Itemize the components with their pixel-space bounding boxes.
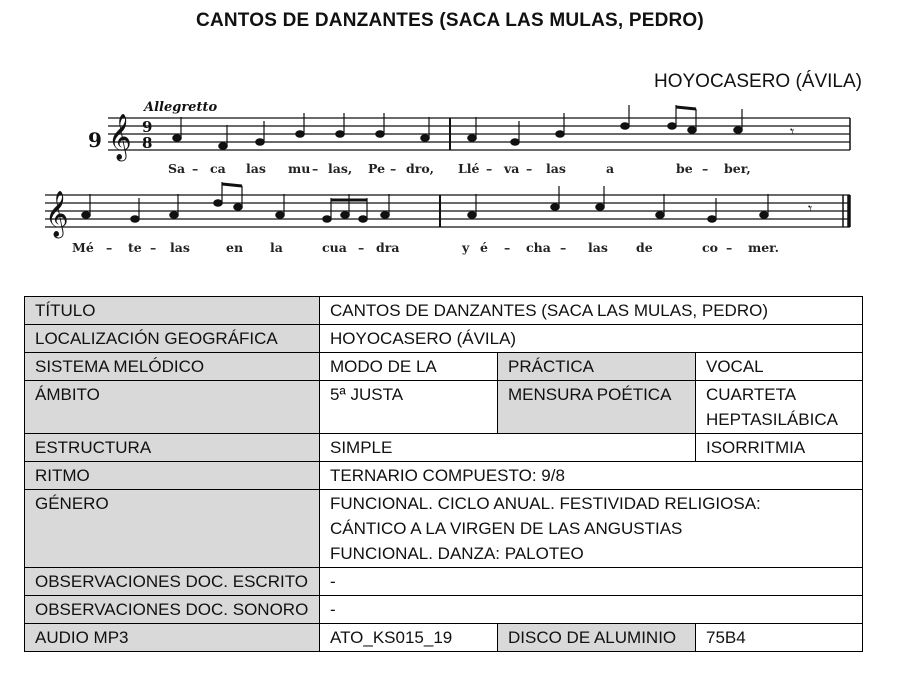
svg-text:mu: mu [288,161,311,176]
svg-text:la: la [270,240,283,255]
label-titulo: TÍTULO [25,297,320,325]
page-title: CANTOS DE DANZANTES (SACA LAS MULAS, PEDRO) [196,10,704,31]
label-disco: DISCO DE ALUMINIO [498,624,696,652]
table-row [25,596,863,624]
svg-text:–: – [504,240,511,255]
genero-line-3: FUNCIONAL. DANZA: PALOTEO [330,544,584,563]
svg-text:cha: cha [526,240,551,255]
table-row [25,462,863,490]
svg-text:–: – [106,240,113,255]
treble-clef-icon: 𝄞 [108,114,132,160]
time-signature [142,118,152,152]
svg-text:Sa: Sa [168,161,186,176]
genero-line-2: CÁNTICO A LA VIRGEN DE LAS ANGUSTIAS [330,519,683,538]
svg-text:las: las [246,161,266,176]
svg-text:8: 8 [142,134,153,152]
value-localizacion: HOYOCASERO (ÁVILA) [320,325,863,353]
tempo-marking: Allegretto [144,100,218,115]
table-row [25,353,863,381]
svg-text:te: te [128,240,142,255]
value-estructura: SIMPLE [320,434,696,462]
value-ambito: 5ª JUSTA [320,381,498,434]
metadata-table [24,296,863,652]
svg-text:–: – [526,161,533,176]
label-obs-escrito: OBSERVACIONES DOC. ESCRITO [25,568,320,596]
svg-text:–: – [560,240,567,255]
notes-staff-2 [82,182,768,222]
label-obs-sonoro: OBSERVACIONES DOC. SONORO [25,596,320,624]
svg-text:dro,: dro, [406,161,435,176]
svg-text:de: de [636,240,653,255]
table-row [25,297,863,325]
rest-icon: 𝄾 [790,122,795,141]
label-localizacion: LOCALIZACIÓN GEOGRÁFICA [25,325,320,353]
song-number: 9 [88,128,102,152]
value-sistema: MODO DE LA [320,353,498,381]
treble-clef-icon: 𝄞 [45,191,69,237]
svg-text:–: – [726,240,733,255]
svg-text:Pe: Pe [368,161,386,176]
svg-text:va: va [504,161,520,176]
svg-text:ber,: ber, [724,161,751,176]
rest-icon: 𝄾 [808,199,813,218]
label-mensura: MENSURA POÉTICA [498,381,696,434]
label-ritmo: RITMO [25,462,320,490]
table-row [25,490,863,568]
table-row [25,568,863,596]
svg-text:Mé: Mé [72,240,94,255]
score-svg [40,95,870,265]
value-genero [320,490,863,568]
svg-text:las: las [588,240,608,255]
svg-text:cua: cua [322,240,347,255]
value-titulo: CANTOS DE DANZANTES (SACA LAS MULAS, PEDRO) [320,297,863,325]
svg-text:be: be [676,161,693,176]
place-heading: HOYOCASERO (ÁVILA) [654,71,862,92]
svg-text:–: – [486,161,493,176]
value-obs-escrito: - [320,568,863,596]
value-isorritmia: ISORRITMIA [696,434,863,462]
svg-text:–: – [150,240,157,255]
table-row [25,325,863,353]
table-row [25,624,863,652]
value-disco: 75B4 [696,624,863,652]
svg-text:co: co [702,240,718,255]
svg-text:las,: las, [328,161,353,176]
table-row [25,434,863,462]
value-mensura: CUARTETA HEPTASILÁBICA [696,381,863,434]
value-ritmo: TERNARIO COMPUESTO: 9/8 [320,462,863,490]
value-audio-file: ATO_KS015_19 [320,624,498,652]
svg-text:9: 9 [142,118,153,136]
svg-text:Llé: Llé [458,161,480,176]
genero-line-1: FUNCIONAL. CICLO ANUAL. FESTIVIDAD RELIGIOSA: [330,494,761,513]
value-obs-sonoro: - [320,596,863,624]
table-row [25,381,863,434]
label-sistema: SISTEMA MELÓDICO [25,353,320,381]
svg-text:las: las [170,240,190,255]
svg-text:las: las [546,161,566,176]
svg-text:a: a [606,161,615,176]
label-genero: GÉNERO [25,490,320,568]
svg-text:en: en [226,240,244,255]
svg-text:ca: ca [210,161,226,176]
lyrics-line-1 [168,161,751,176]
label-estructura: ESTRUCTURA [25,434,320,462]
label-ambito: ÁMBITO [25,381,320,434]
svg-text:y: y [462,240,470,255]
music-score [40,95,870,265]
svg-text:mer.: mer. [748,240,779,255]
svg-text:–: – [390,161,397,176]
svg-text:dra: dra [376,240,400,255]
staff-2 [45,195,850,227]
value-practica: VOCAL [696,353,863,381]
svg-text:–: – [312,161,319,176]
label-audio: AUDIO MP3 [25,624,320,652]
svg-text:é: é [480,240,488,255]
label-practica: PRÁCTICA [498,353,696,381]
svg-text:–: – [192,161,199,176]
lyrics-line-2 [72,240,779,255]
svg-text:–: – [358,240,365,255]
svg-text:–: – [702,161,709,176]
